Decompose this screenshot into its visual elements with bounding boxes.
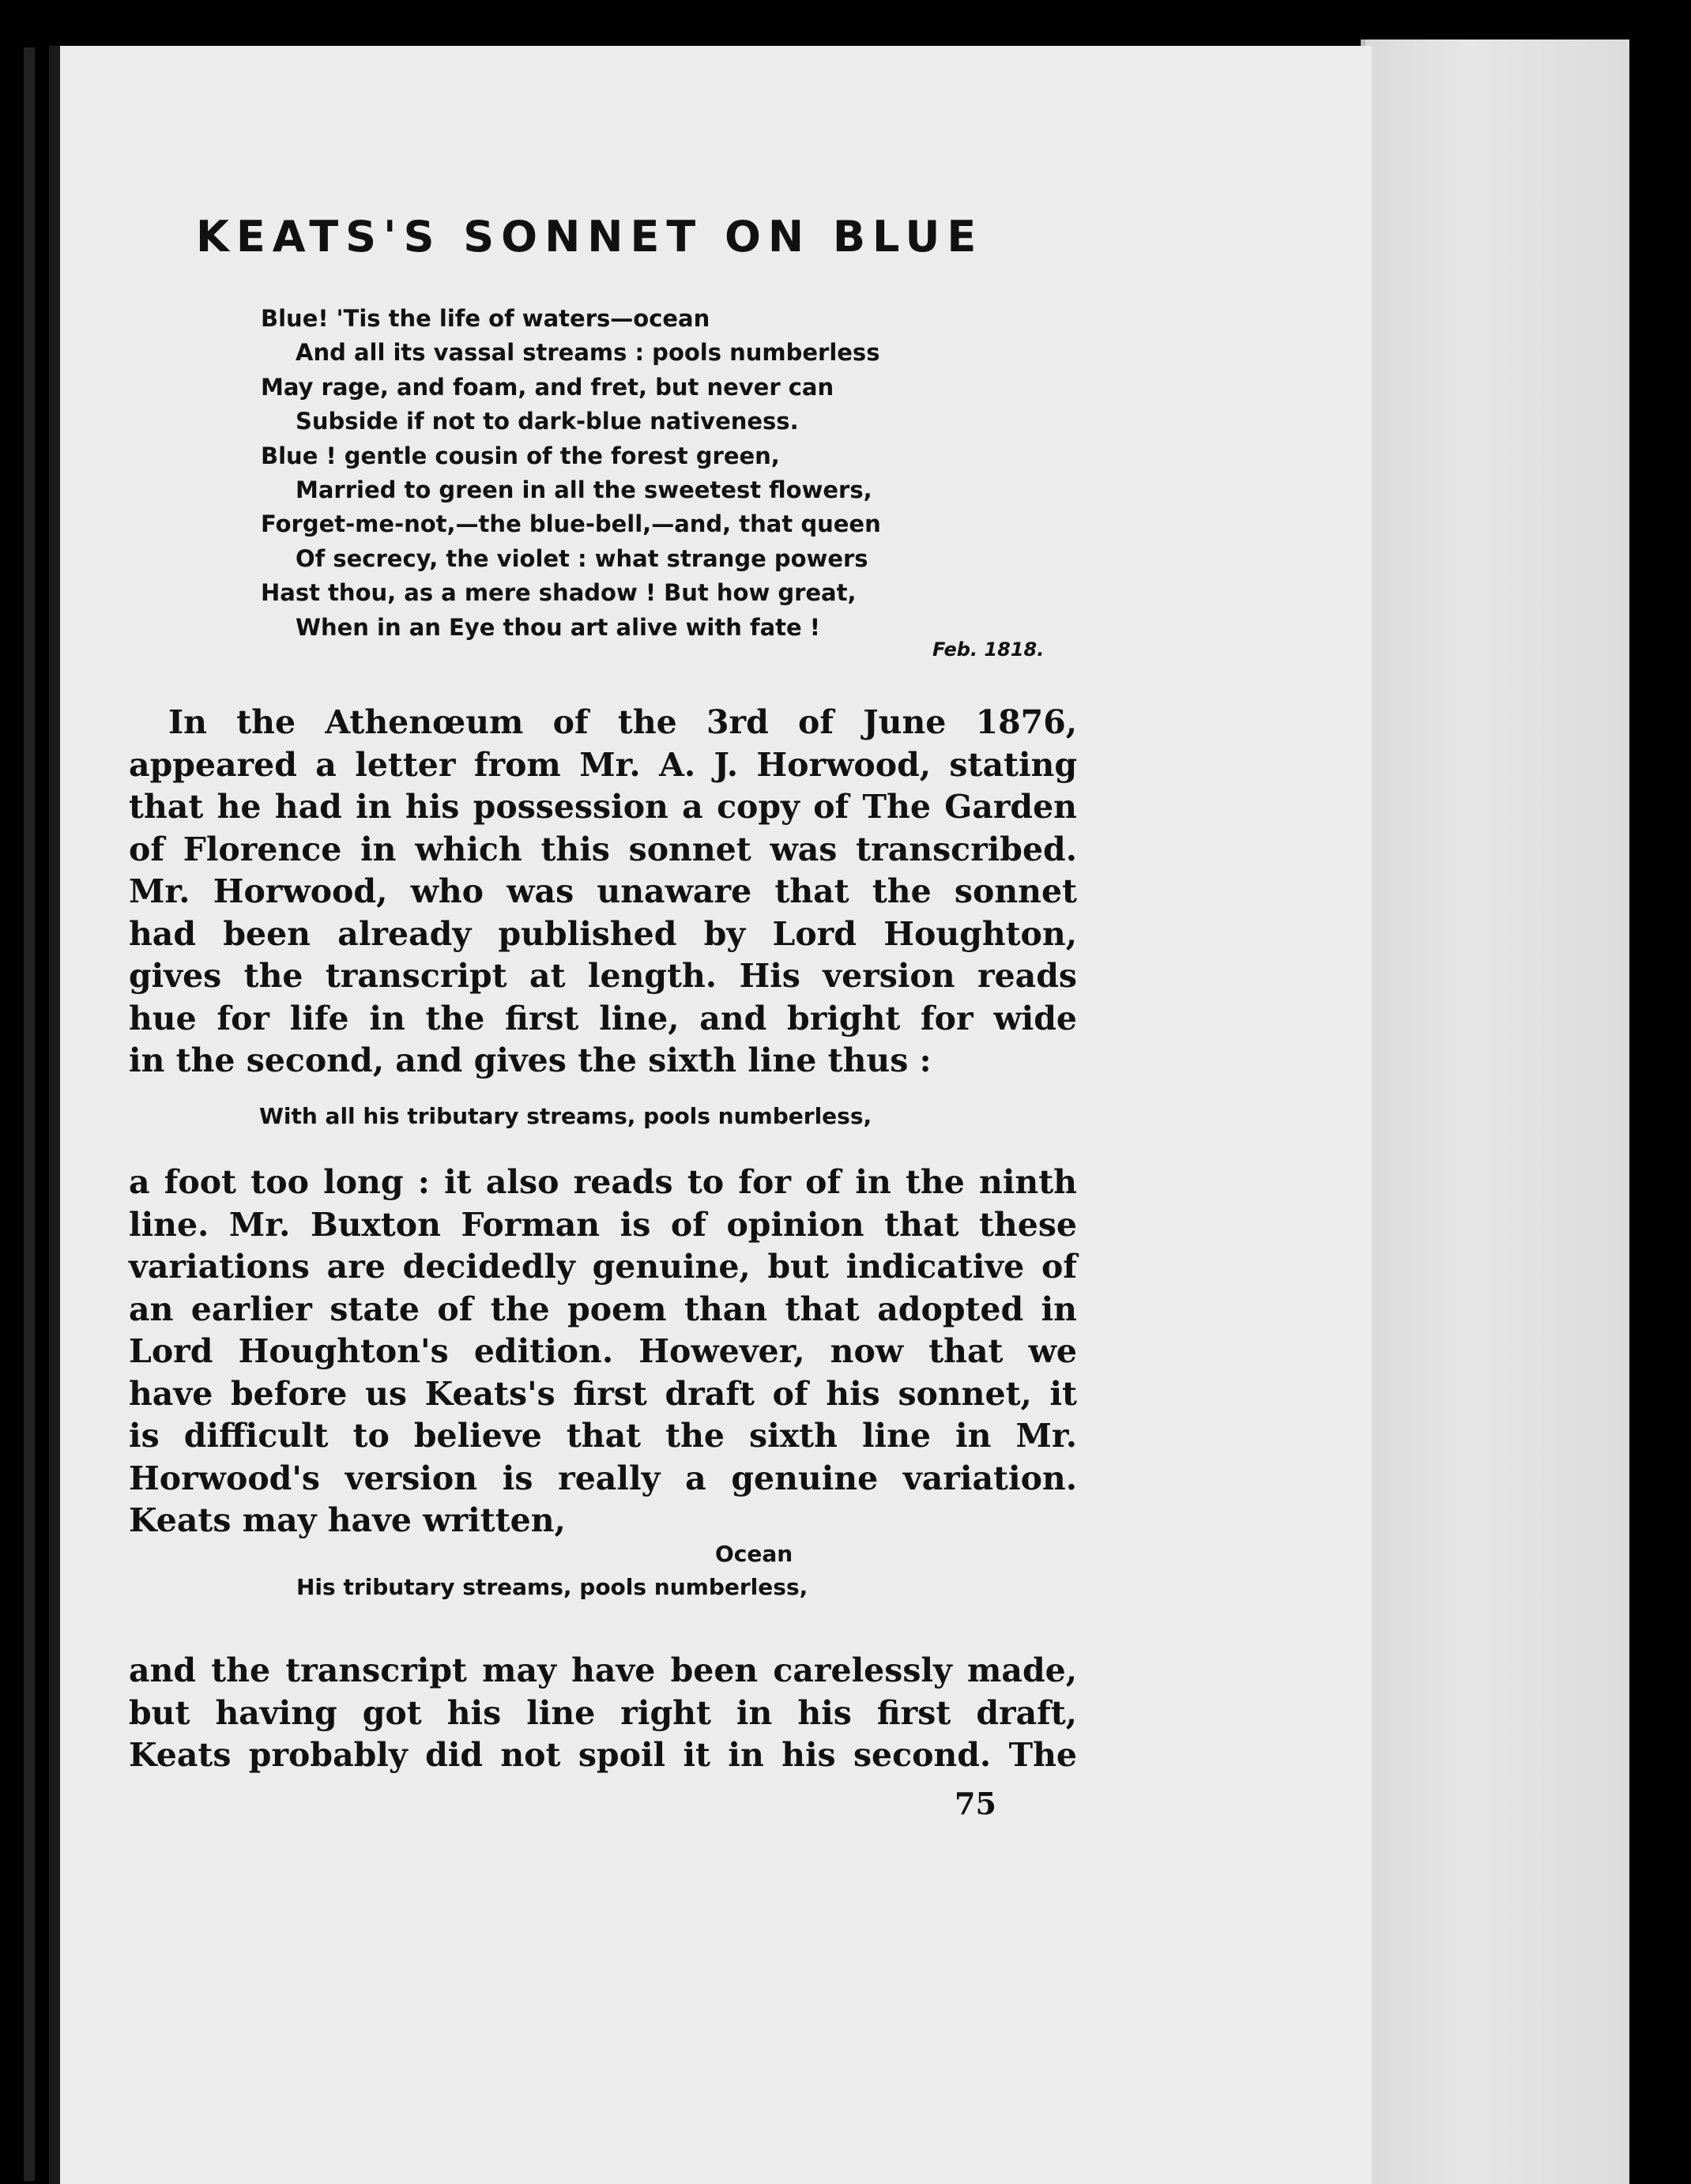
- page-edge-stack: [1361, 40, 1629, 2184]
- text-line: have before us Keats's first draft of his sonnet, it: [129, 1374, 1077, 1413]
- poem-line: Subside if not to dark-blue nativeness.: [296, 408, 799, 435]
- text-line: an earlier state of the poem than that adopted in: [129, 1290, 1077, 1328]
- text-line: of Florence in which this sonnet was transcribed.: [129, 830, 1077, 868]
- poem-line: May rage, and foam, and fret, but never can: [261, 373, 834, 401]
- text-line: Lord Houghton's edition. However, now that we: [129, 1332, 1077, 1370]
- text-line: but having got his line right in his first draft,: [129, 1693, 1077, 1732]
- text-line: had been already published by Lord Houghton,: [129, 914, 1077, 953]
- text-line: that he had in his possession a copy of The Garden: [129, 788, 1077, 826]
- sonnet: [261, 302, 1051, 645]
- poem-line: Hast thou, as a mere shadow ! But how great,: [261, 579, 857, 607]
- text-line: is difficult to believe that the sixth line in Mr.: [129, 1417, 1077, 1455]
- block-quote-annotation: Ocean: [715, 1541, 793, 1567]
- text-line: a foot too long : it also reads to for of in the ninth: [129, 1163, 1077, 1201]
- page-number: 75: [955, 1786, 996, 1821]
- paragraph-2: [129, 1162, 1077, 1542]
- text-line: variations are decidedly genuine, but indicative of: [129, 1248, 1077, 1286]
- poem-line: Forget-me-not,—the blue-bell,—and, that queen: [261, 510, 881, 538]
- text-line: Horwood's version is really a genuine variation.: [129, 1459, 1077, 1497]
- text-line: appeared a letter from Mr. A. J. Horwood, stating: [129, 745, 1077, 784]
- text-line: Mr. Horwood, who was unaware that the sonnet: [129, 872, 1077, 910]
- poem-line: Blue ! gentle cousin of the forest green,: [261, 442, 780, 469]
- paragraph-1: [129, 702, 1077, 1083]
- text-line: line. Mr. Buxton Forman is of opinion that these: [129, 1205, 1077, 1244]
- paragraph-3: [129, 1650, 1077, 1777]
- page-title: KEATS'S SONNET ON BLUE: [196, 212, 984, 262]
- text-line: and the transcript may have been carelessly made,: [129, 1651, 1077, 1689]
- poem-line: Blue! 'Tis the life of waters—ocean: [261, 305, 710, 332]
- text-line: Keats probably did not spoil it in his second. The: [129, 1736, 1077, 1774]
- poem-line: When in an Eye thou art alive with fate !: [296, 613, 821, 641]
- block-quote: His tributary streams, pools numberless,: [296, 1574, 808, 1600]
- poem-line: Of secrecy, the violet : what strange powers: [296, 544, 868, 572]
- block-quote: With all his tributary streams, pools numberless,: [259, 1103, 872, 1129]
- poem-line: And all its vassal streams : pools numberless: [296, 339, 880, 367]
- text-line: In the Athenœum of the 3rd of June 1876,: [168, 703, 1077, 741]
- text-line: gives the transcript at length. His version reads: [129, 957, 1077, 995]
- text-line: Keats may have written,: [129, 1501, 566, 1539]
- text-line: in the second, and gives the sixth line thus :: [129, 1041, 932, 1079]
- text-line: hue for life in the first line, and bright for wide: [129, 999, 1077, 1037]
- poem-line: Married to green in all the sweetest flowers,: [296, 476, 872, 504]
- poem-date: Feb. 1818.: [932, 638, 1045, 661]
- book-binding: [24, 47, 35, 2181]
